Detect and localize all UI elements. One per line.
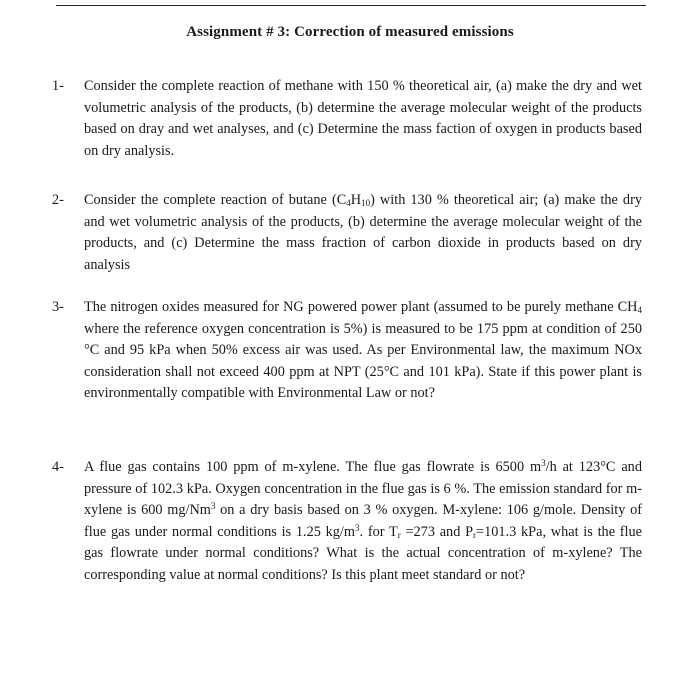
subscript: r (397, 529, 401, 540)
page-title: Assignment # 3: Correction of measured emissions (186, 24, 514, 40)
question-4 (52, 457, 642, 587)
question-2 (52, 190, 642, 276)
question-number: 2- (52, 192, 64, 208)
text-segment: The nitrogen oxides measured for NG powered power plant (assumed to be purely methane CH (84, 299, 638, 315)
superscript: 3 (541, 458, 546, 468)
text-segment: A flue gas contains 100 ppm of m-xylene. The flue gas flowrate is 6500 m (84, 459, 542, 475)
text-segment: =273 and P (400, 523, 474, 540)
question-text (84, 457, 642, 587)
subscript: r (473, 529, 477, 540)
text-segment: /h at 123°C and pressure of 102.3 kPa. Oxygen concentration in the flue gas is 6 %. The emission standard for m-xylene is 600 mg/Nm (84, 459, 642, 519)
question-number: 3- (52, 299, 64, 315)
text-segment: Consider the complete reaction of butane (C (84, 192, 347, 208)
subscript: 4 (637, 305, 642, 315)
text-segment: where the reference oxygen concentration is 5%) is measured to be 175 ppm at condition of 250 °C and 95 kPa when 50% excess air was used. As per Environmental law, the maximum NOx consideration shall not exceed 400 ppm at NPT (25°C and 101 kPa). State if this power plant is environmentally compatible with Environmental Law or not? (84, 320, 642, 402)
text-segment: H (350, 192, 362, 208)
subscript: 4 (346, 198, 351, 208)
top-rule (56, 5, 646, 6)
question-number: 1- (52, 78, 64, 94)
subscript: 10 (361, 198, 371, 208)
question-text (84, 190, 642, 276)
text-segment: on a dry basis based on 3 % oxygen. M-xylene: 106 g/mole. Density of flue gas under normal conditions is 1.25 kg/m (84, 502, 642, 540)
question-text: Consider the complete reaction of methane with 150 % theoretical air, (a) make the dry and wet volumetric analysis of the products, (b) determine the average molecular weight of the products based on dray and wet analyses, and (c) Determine the mass faction of oxygen in products based on dry analysis. (84, 78, 642, 159)
question-text (84, 297, 642, 405)
text-segment: . for T (359, 523, 398, 540)
superscript: 3 (210, 501, 216, 512)
superscript: 3 (355, 522, 360, 533)
question-3 (52, 297, 642, 405)
text-segment: =101.3 kPa, what is the flue gas flowrate under normal conditions? What is the actual concentration of m-xylene? The corresponding value at normal conditions? Is this plant meet standard or not? (84, 523, 643, 583)
question-number: 4- (52, 459, 64, 475)
question-1 (52, 76, 642, 162)
text-segment: ) with 130 % theoretical air; (a) make the dry and wet volumetric analysis of the products, (b) determine the average molecular weight of the products, and (c) Determine the mass fraction of carbon dioxide in products based on dry analysis (84, 192, 642, 273)
